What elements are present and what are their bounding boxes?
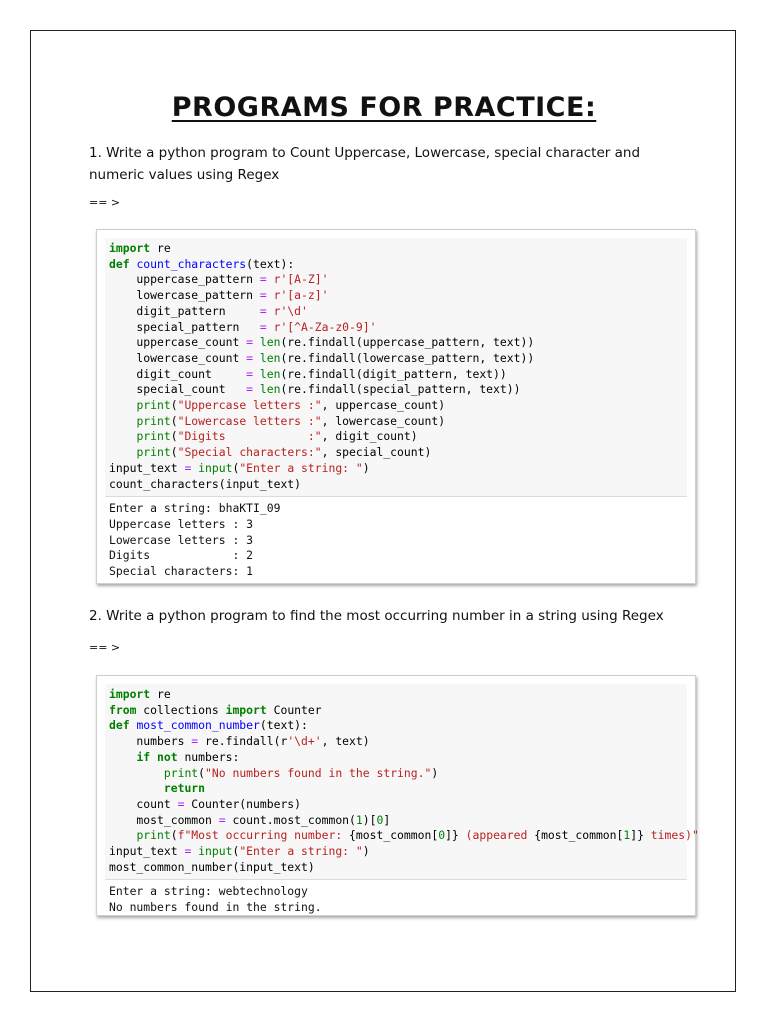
- code-token: (: [170, 828, 178, 843]
- page-title: PROGRAMS FOR PRACTICE:: [171, 92, 597, 123]
- code-token: ]}: [630, 828, 644, 843]
- code-input-1: [105, 238, 687, 497]
- code-token: [267, 320, 274, 334]
- code-token: input: [198, 844, 233, 859]
- code-token: print: [136, 398, 171, 413]
- code-token: 1: [355, 812, 363, 827]
- code-token: not: [157, 749, 178, 764]
- code-token: (: [232, 844, 240, 859]
- code-token: , text): [321, 734, 370, 749]
- code-token: ): [362, 460, 370, 475]
- code-token: most_common: [109, 812, 219, 827]
- code-line: [109, 844, 683, 860]
- code-token: numbers:: [177, 749, 240, 764]
- code-token: =: [218, 812, 226, 827]
- code-token: [109, 750, 136, 764]
- code-token: [109, 398, 136, 412]
- code-token: {most_common[: [534, 828, 624, 843]
- code-input-2: [105, 684, 699, 880]
- code-token: (re.findall(digit_pattern, text)): [280, 366, 507, 381]
- code-token: import: [225, 702, 267, 717]
- output-line: Enter a string: bhaKTI_09: [109, 501, 281, 516]
- question-2: 2. Write a python program to find the most occurring number in a string using Regex: [89, 608, 664, 624]
- code-line: [109, 382, 683, 398]
- code-token: "Digits :": [177, 429, 322, 444]
- code-token: Counter(numbers): [184, 796, 302, 811]
- code-token: most_common_number(input_text): [109, 859, 315, 874]
- code-token: , digit_count): [321, 429, 418, 444]
- code-token: [253, 382, 260, 396]
- code-token: [109, 781, 164, 795]
- output-line: Uppercase letters : 3: [109, 516, 254, 531]
- code-token: (appeared: [458, 828, 535, 843]
- code-token: print: [136, 429, 171, 444]
- code-token: (: [170, 413, 178, 428]
- code-token: re.findall(r: [198, 734, 288, 749]
- output-line: Digits : 2: [109, 548, 254, 563]
- question-1: 1. Write a python program to Count Uppercase, Lowercase, special character and numeric values using Regex: [89, 145, 641, 183]
- code-token: (text):: [246, 256, 295, 271]
- code-token: {most_common[: [349, 828, 439, 843]
- code-token: digit_count: [109, 366, 247, 381]
- code-token: =: [259, 303, 267, 318]
- code-token: r'[^A-Za-z0-9]': [273, 319, 377, 334]
- code-line: [109, 304, 683, 320]
- code-token: (: [170, 429, 178, 444]
- code-token: , lowercase_count): [321, 413, 446, 428]
- code-line: [109, 477, 683, 493]
- code-token: =: [177, 796, 185, 811]
- code-token: import: [109, 241, 151, 255]
- output-line: Lowercase letters : 3: [109, 532, 254, 547]
- code-token: =: [246, 366, 254, 381]
- code-token: count_characters(input_text): [109, 476, 302, 491]
- code-line: [109, 828, 699, 844]
- code-token: digit_pattern: [109, 303, 260, 318]
- output-block-1: [109, 501, 687, 580]
- code-token: (: [170, 445, 178, 460]
- code-token: =: [184, 844, 192, 859]
- code-token: lowercase_count: [109, 350, 247, 365]
- code-line: [109, 703, 683, 719]
- code-token: "Lowercase letters :": [177, 413, 322, 428]
- output-line: Special characters: 1: [109, 564, 254, 579]
- code-line: [109, 734, 683, 750]
- code-token: print: [136, 413, 171, 428]
- code-token: f"Most occurring number:: [177, 828, 350, 843]
- code-line: [109, 398, 683, 414]
- code-token: =: [259, 288, 267, 303]
- code-token: count.most_common(: [225, 812, 356, 827]
- code-line: [109, 750, 683, 766]
- code-token: len: [259, 366, 281, 381]
- code-token: from: [109, 702, 137, 717]
- code-token: ]}: [445, 828, 459, 843]
- code-token: "Enter a string: ": [239, 844, 363, 859]
- code-line: [109, 414, 683, 430]
- code-token: special_count: [109, 382, 247, 397]
- code-line: [109, 241, 683, 257]
- code-token: 1: [623, 828, 631, 843]
- code-token: =: [191, 734, 199, 749]
- code-line: [109, 766, 683, 782]
- code-token: print: [136, 828, 171, 843]
- output-block-2: [109, 884, 687, 915]
- code-token: ): [431, 765, 439, 780]
- notebook-cell-1: [96, 229, 696, 584]
- code-line: [109, 320, 683, 336]
- code-line: [109, 445, 683, 461]
- code-token: r'\d': [273, 303, 308, 318]
- code-token: def: [109, 256, 130, 271]
- code-token: uppercase_pattern: [109, 272, 260, 287]
- code-token: [109, 828, 136, 842]
- code-token: [267, 272, 274, 286]
- code-token: count: [109, 796, 178, 811]
- code-token: times)": [643, 828, 699, 843]
- code-token: if: [136, 749, 151, 764]
- code-token: r'[A-Z]': [273, 272, 329, 287]
- code-token: input_text: [109, 844, 185, 859]
- code-line: [109, 429, 683, 445]
- code-token: (re.findall(lowercase_pattern, text)): [280, 350, 535, 365]
- code-token: [253, 335, 260, 349]
- output-line: No numbers found in the string.: [109, 900, 322, 915]
- code-line: [109, 272, 683, 288]
- code-token: "Uppercase letters :": [177, 398, 322, 413]
- arrow-2: == >: [89, 641, 121, 654]
- code-token: =: [246, 382, 254, 397]
- code-line: [109, 351, 683, 367]
- code-line: [109, 860, 683, 876]
- code-token: [253, 351, 260, 365]
- code-token: (: [198, 765, 206, 780]
- code-token: )[: [362, 812, 377, 827]
- code-token: (text):: [259, 718, 308, 733]
- code-token: collections: [136, 702, 226, 717]
- code-token: 0: [438, 828, 446, 843]
- code-token: "No numbers found in the string.": [205, 765, 432, 780]
- code-token: re: [150, 687, 171, 701]
- code-token: import: [109, 687, 151, 701]
- code-token: len: [259, 350, 281, 365]
- code-token: =: [259, 319, 267, 334]
- code-token: input: [198, 460, 233, 475]
- code-token: [253, 367, 260, 381]
- code-token: "Enter a string: ": [239, 460, 363, 475]
- code-token: special_pattern: [109, 319, 260, 334]
- code-token: [267, 288, 274, 302]
- code-line: [109, 781, 683, 797]
- code-token: =: [259, 272, 267, 287]
- code-token: lowercase_pattern: [109, 288, 260, 303]
- code-line: [109, 367, 683, 383]
- code-token: [109, 429, 136, 443]
- code-token: most_common_number: [136, 718, 260, 733]
- code-token: ]: [383, 812, 391, 827]
- code-token: , special_count): [321, 445, 432, 460]
- code-token: return: [163, 781, 206, 796]
- code-token: (re.findall(uppercase_pattern, text)): [280, 335, 535, 350]
- code-token: count_characters: [136, 256, 247, 271]
- code-token: (: [170, 398, 178, 413]
- code-token: [109, 766, 164, 780]
- code-token: =: [246, 335, 254, 350]
- code-token: re: [150, 241, 171, 255]
- code-token: r'[a-z]': [273, 288, 329, 303]
- code-line: [109, 335, 683, 351]
- code-token: Counter: [266, 702, 322, 717]
- code-token: (re.findall(special_pattern, text)): [280, 382, 521, 397]
- code-token: input_text: [109, 460, 185, 475]
- code-token: [109, 414, 136, 428]
- code-line: [109, 257, 683, 273]
- code-line: [109, 797, 683, 813]
- code-token: numbers: [109, 734, 192, 749]
- code-line: [109, 813, 683, 829]
- code-token: [150, 750, 157, 764]
- code-token: =: [246, 350, 254, 365]
- code-token: , uppercase_count): [321, 398, 446, 413]
- code-token: print: [163, 765, 199, 780]
- code-token: ): [362, 844, 370, 859]
- code-line: [109, 687, 683, 703]
- code-token: [109, 445, 136, 459]
- code-output-2: [97, 880, 695, 919]
- code-token: '\d+': [287, 734, 322, 749]
- code-block-1: [109, 241, 683, 492]
- code-block-2: [109, 687, 699, 875]
- code-token: =: [184, 460, 192, 475]
- output-line: Enter a string: webtechnology: [109, 884, 308, 899]
- code-line: [109, 718, 683, 734]
- code-line: [109, 288, 683, 304]
- code-token: len: [259, 382, 281, 397]
- code-token: "Special characters:": [177, 445, 322, 460]
- code-token: uppercase_count: [109, 335, 247, 350]
- code-token: print: [136, 445, 171, 460]
- code-token: len: [259, 335, 281, 350]
- arrow-1: == >: [89, 196, 121, 209]
- code-token: 0: [376, 812, 384, 827]
- code-token: def: [109, 718, 130, 733]
- notebook-cell-2: [96, 675, 699, 916]
- code-output-1: [97, 497, 695, 584]
- code-token: [267, 304, 274, 318]
- code-line: [109, 461, 683, 477]
- code-token: (: [232, 460, 240, 475]
